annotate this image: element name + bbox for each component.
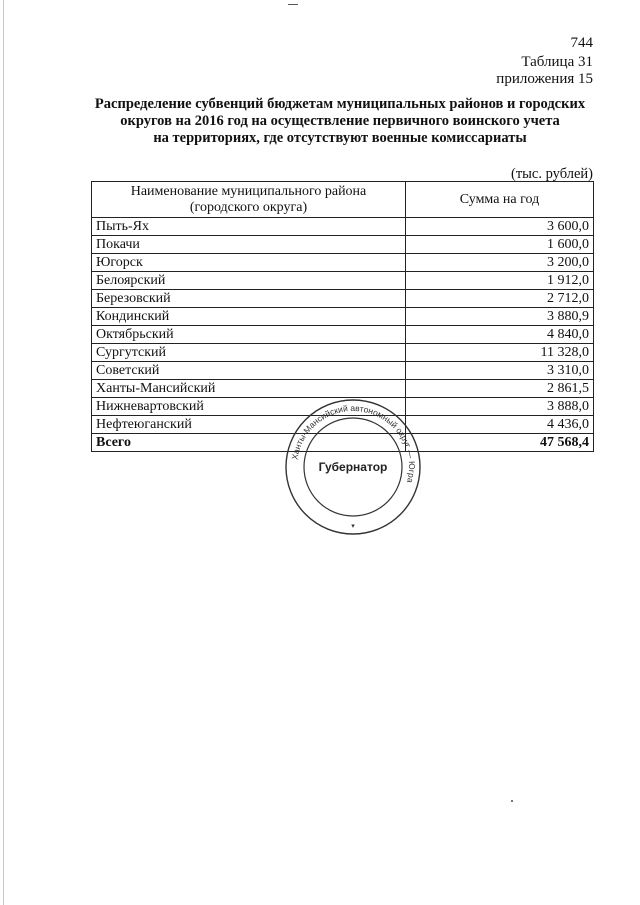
row-value: 3 600,0 [406,218,594,236]
row-value: 4 436,0 [406,416,594,434]
table-row [92,236,594,254]
table-row [92,272,594,290]
row-value: 2 861,5 [406,380,594,398]
table-row [92,326,594,344]
row-name: Белоярский [92,272,406,290]
table-row [92,380,594,398]
unit-label: (тыс. рублей) [511,166,593,182]
row-name: Нижневартовский [92,398,406,416]
column-header-name-line-1: Наименование муниципального района [130,183,367,199]
scan-dot-mark [511,800,513,802]
row-name: Югорск [92,254,406,272]
row-name: Пыть-Ях [92,218,406,236]
table-reference [496,54,593,88]
scan-top-mark [288,4,298,5]
row-name: Покачи [92,236,406,254]
table-label: Таблица 31 [521,54,593,70]
row-value: 3 200,0 [406,254,594,272]
table-row [92,218,594,236]
row-value: 3 888,0 [406,398,594,416]
row-name: Сургутский [92,344,406,362]
row-value: 1 600,0 [406,236,594,254]
row-value: 1 912,0 [406,272,594,290]
row-name: Ханты-Мансийский [92,380,406,398]
row-name: Советский [92,362,406,380]
table-row [92,254,594,272]
title-line-1: Распределение субвенций бюджетам муниципальных районов и городских [94,96,586,112]
title-line-3: на территориях, где отсутствуют военные комиссариаты [153,130,527,146]
stamp-ring-text: Ханты-Мансийский автономный округ — Югра [289,402,418,484]
row-value: 4 840,0 [406,326,594,344]
row-value: 11 328,0 [406,344,594,362]
stamp-center-text: Губернатор [318,460,388,474]
column-header-name [92,182,406,218]
total-value: 47 568,4 [406,434,594,452]
row-value: 3 310,0 [406,362,594,380]
scan-edge-line [3,0,4,905]
table-row [92,308,594,326]
table-header-row [92,182,594,218]
table-row [92,344,594,362]
title-line-2: округов на 2016 год на осуществление первичного воинского учета [120,113,560,129]
governor-stamp [283,397,423,537]
column-header-name-line-2: (городского округа) [189,199,308,215]
page-number: 744 [570,35,593,51]
row-value: 2 712,0 [406,290,594,308]
table-row [92,362,594,380]
row-name: Октябрьский [92,326,406,344]
row-value: 3 880,9 [406,308,594,326]
column-header-sum: Сумма на год [406,182,594,218]
stamp-star-icon: ▾ [351,523,355,530]
table-row [92,290,594,308]
row-name: Нефтеюганский [92,416,406,434]
appendix-label: приложения 15 [496,71,593,87]
row-name: Кондинский [92,308,406,326]
row-name: Березовский [92,290,406,308]
document-title [80,96,600,147]
total-label: Всего [92,434,406,452]
